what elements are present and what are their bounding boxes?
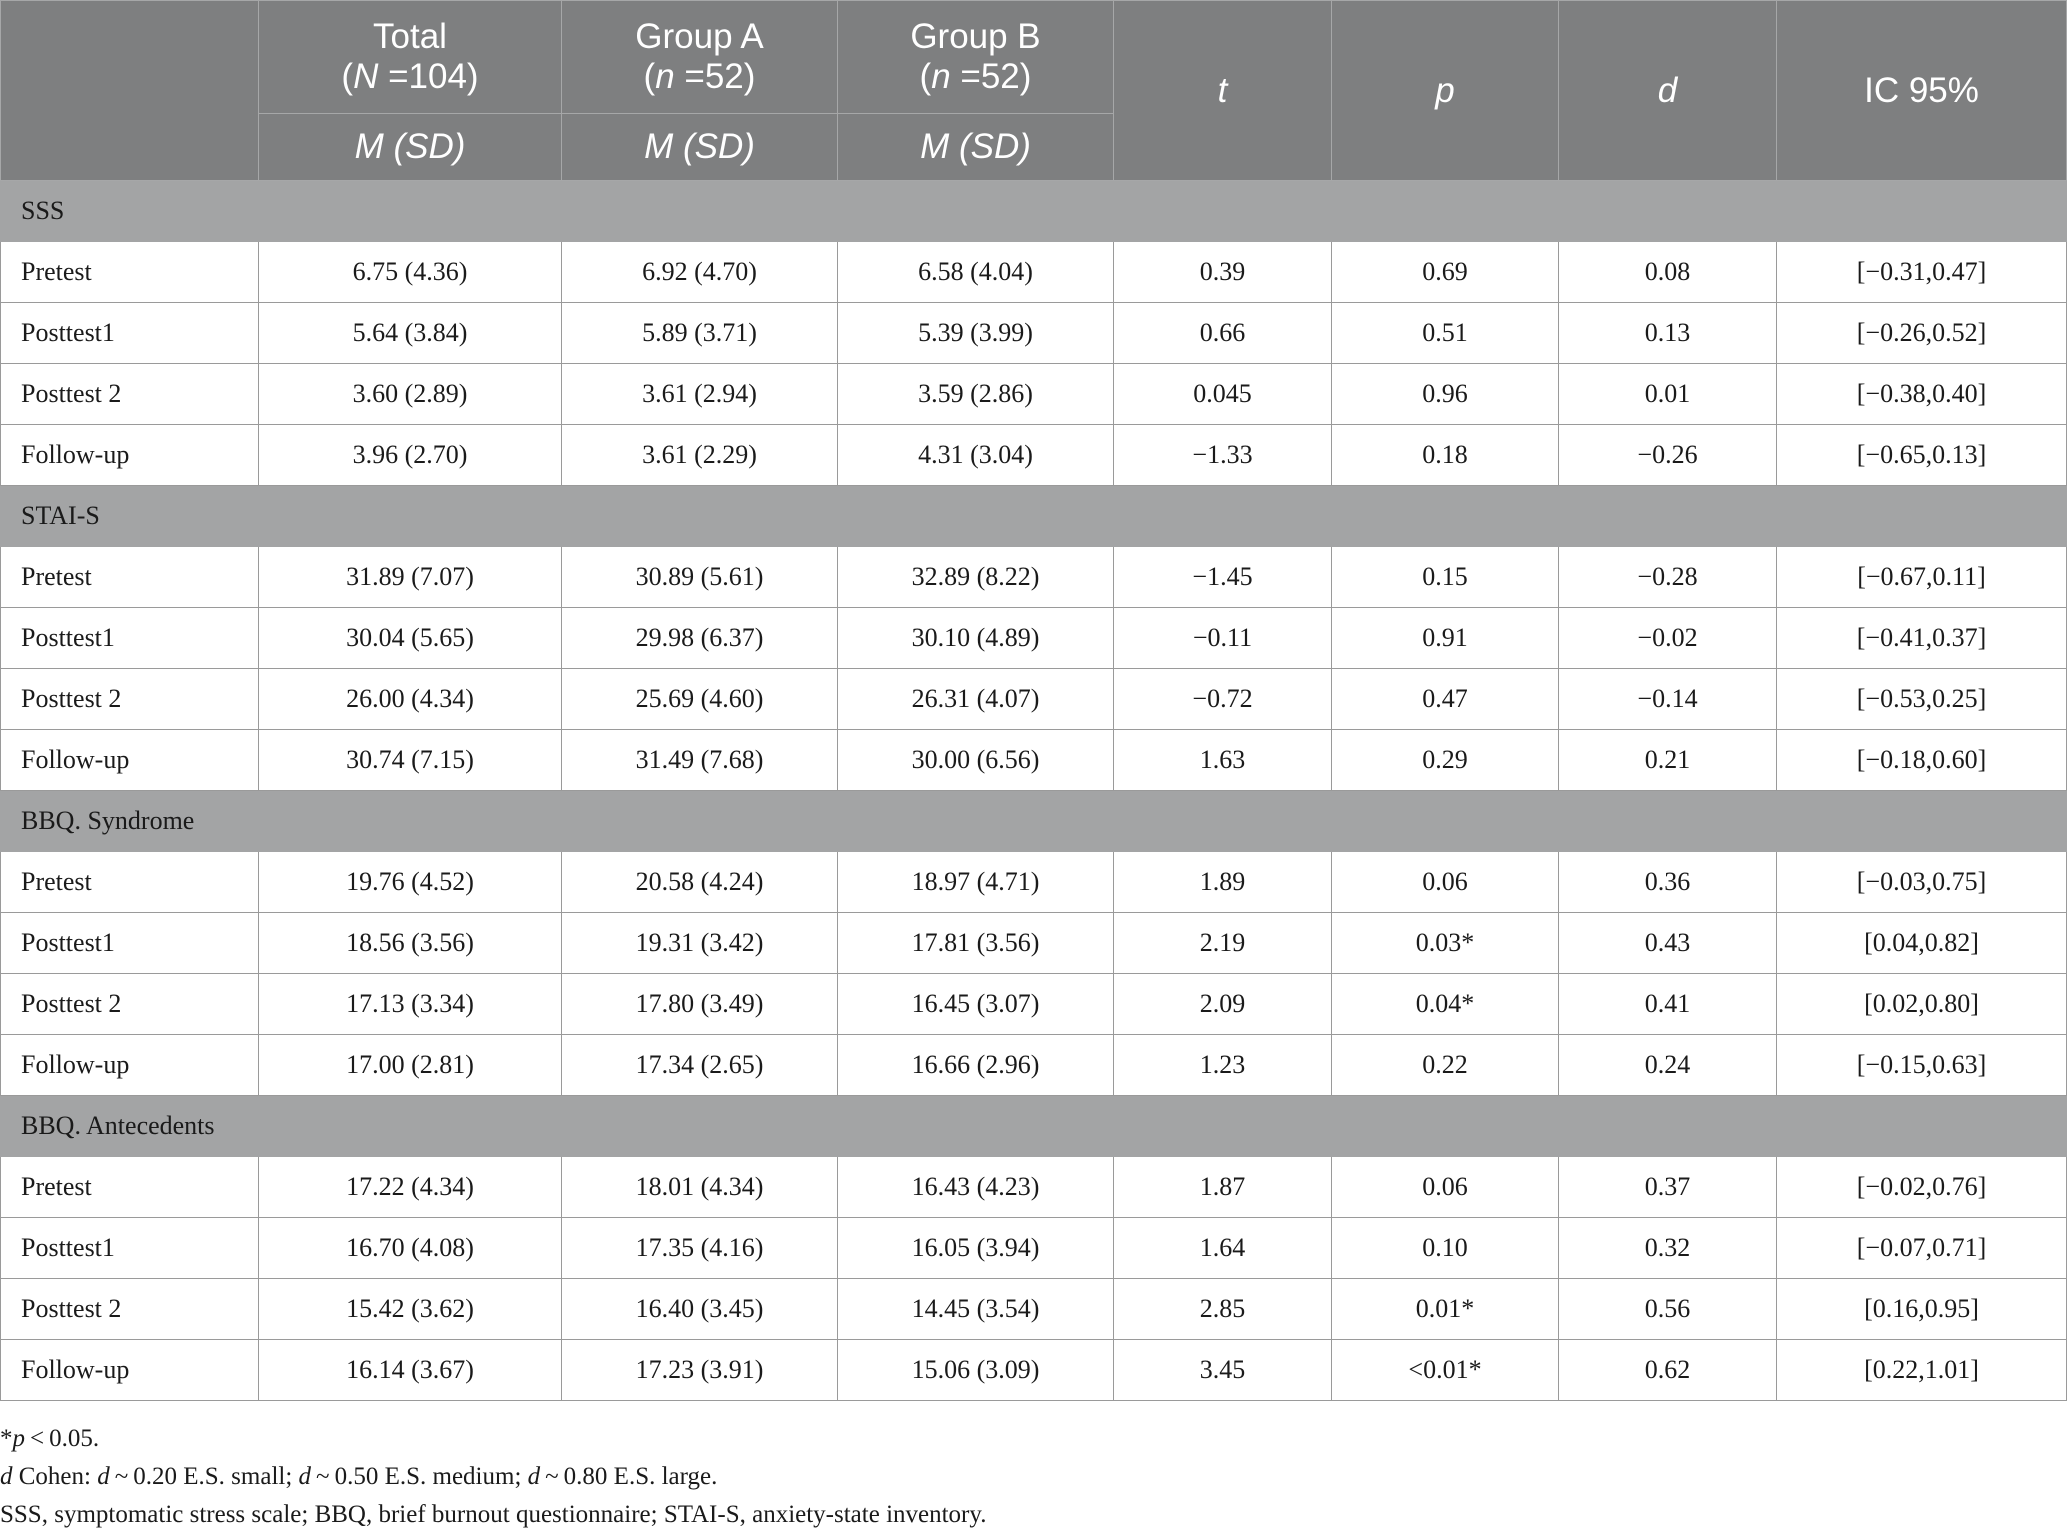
cell-t: 0.045 (1114, 364, 1332, 425)
cell-d: 0.13 (1559, 303, 1777, 364)
header-group-b (838, 1, 1114, 114)
cell-group-b: 3.59 (2.86) (838, 364, 1114, 425)
section-header-row (1, 791, 2067, 852)
note-cohen-d2: d (97, 1463, 110, 1490)
row-label: Follow-up (1, 1340, 259, 1401)
cell-t: 3.45 (1114, 1340, 1332, 1401)
cell-group-a: 30.89 (5.61) (562, 547, 838, 608)
row-label: Pretest (1, 1157, 259, 1218)
cell-p: 0.03* (1332, 913, 1559, 974)
cell-group-a: 29.98 (6.37) (562, 608, 838, 669)
cell-ic: [−0.31,0.47] (1777, 242, 2067, 303)
header-group-b-msd: M (SD) (838, 114, 1114, 181)
row-label: Follow-up (1, 425, 259, 486)
cell-t: 0.39 (1114, 242, 1332, 303)
header-group-a-n: (n =52) (643, 57, 756, 96)
table-row (1, 730, 2067, 791)
cell-total: 17.00 (2.81) (259, 1035, 562, 1096)
cell-group-b: 5.39 (3.99) (838, 303, 1114, 364)
cell-group-b: 16.43 (4.23) (838, 1157, 1114, 1218)
cell-p: 0.69 (1332, 242, 1559, 303)
cell-ic: [−0.18,0.60] (1777, 730, 2067, 791)
header-group-a-name: Group A (635, 17, 764, 56)
cell-t: 2.09 (1114, 974, 1332, 1035)
cell-total: 6.75 (4.36) (259, 242, 562, 303)
cell-p: 0.06 (1332, 852, 1559, 913)
table-body (1, 181, 2067, 1401)
cell-t: −0.11 (1114, 608, 1332, 669)
row-label: Posttest1 (1, 1218, 259, 1279)
note-sig-var: p (12, 1425, 25, 1452)
table-row (1, 608, 2067, 669)
cell-group-a: 5.89 (3.71) (562, 303, 838, 364)
note-sig-star: * (0, 1425, 13, 1452)
cell-total: 30.04 (5.65) (259, 608, 562, 669)
header-group-a-stat: n (655, 57, 675, 96)
cell-group-b: 6.58 (4.04) (838, 242, 1114, 303)
cell-total: 3.96 (2.70) (259, 425, 562, 486)
cell-t: 2.85 (1114, 1279, 1332, 1340)
table-row (1, 1340, 2067, 1401)
cell-ic: [−0.02,0.76] (1777, 1157, 2067, 1218)
table-row (1, 913, 2067, 974)
cell-p: 0.51 (1332, 303, 1559, 364)
cell-t: 1.23 (1114, 1035, 1332, 1096)
cell-p: 0.47 (1332, 669, 1559, 730)
table-row (1, 547, 2067, 608)
cell-p: 0.15 (1332, 547, 1559, 608)
note-cohen-d4: d (527, 1463, 541, 1490)
row-label: Follow-up (1, 730, 259, 791)
cell-group-a: 17.34 (2.65) (562, 1035, 838, 1096)
cell-total: 16.14 (3.67) (259, 1340, 562, 1401)
row-label: Posttest1 (1, 913, 259, 974)
row-label: Posttest 2 (1, 364, 259, 425)
cell-total: 31.89 (7.07) (259, 547, 562, 608)
cell-total: 19.76 (4.52) (259, 852, 562, 913)
cell-t: 2.19 (1114, 913, 1332, 974)
section-title: STAI-S (1, 486, 2067, 547)
cell-group-a: 31.49 (7.68) (562, 730, 838, 791)
note-abbreviations: SSS, symptomatic stress scale; BBQ, brief burnout questionnaire; STAI-S, anxiety-state inventory. (0, 1501, 987, 1528)
cell-ic: [−0.03,0.75] (1777, 852, 2067, 913)
table-row (1, 852, 2067, 913)
cell-p: 0.10 (1332, 1218, 1559, 1279)
note-cohen (0, 1458, 987, 1496)
cell-ic: [−0.53,0.25] (1777, 669, 2067, 730)
row-label: Posttest 2 (1, 974, 259, 1035)
cell-total: 3.60 (2.89) (259, 364, 562, 425)
cell-p: 0.04* (1332, 974, 1559, 1035)
header-group-a-eq: =52 (674, 57, 744, 96)
note-cohen-t2: ~ 0.20 E.S. small; (109, 1463, 299, 1490)
section-header-row (1, 486, 2067, 547)
cell-ic: [−0.07,0.71] (1777, 1218, 2067, 1279)
cell-ic: [0.22,1.01] (1777, 1340, 2067, 1401)
table-row (1, 1279, 2067, 1340)
cell-p: 0.91 (1332, 608, 1559, 669)
row-label: Posttest1 (1, 608, 259, 669)
cell-ic: [−0.15,0.63] (1777, 1035, 2067, 1096)
cell-d: 0.24 (1559, 1035, 1777, 1096)
cell-total: 17.13 (3.34) (259, 974, 562, 1035)
cell-group-b: 16.66 (2.96) (838, 1035, 1114, 1096)
note-significance (0, 1420, 987, 1458)
section-title: BBQ. Syndrome (1, 791, 2067, 852)
cell-total: 30.74 (7.15) (259, 730, 562, 791)
cell-total: 15.42 (3.62) (259, 1279, 562, 1340)
cell-t: −1.45 (1114, 547, 1332, 608)
cell-ic: [−0.65,0.13] (1777, 425, 2067, 486)
row-label: Follow-up (1, 1035, 259, 1096)
table-row (1, 669, 2067, 730)
cell-group-b: 15.06 (3.09) (838, 1340, 1114, 1401)
cell-group-a: 17.23 (3.91) (562, 1340, 838, 1401)
cell-group-a: 3.61 (2.94) (562, 364, 838, 425)
cell-total: 17.22 (4.34) (259, 1157, 562, 1218)
header-group-b-n: (n =52) (919, 57, 1032, 96)
note-sig-rest: < 0.05. (25, 1425, 100, 1452)
cell-ic: [0.04,0.82] (1777, 913, 2067, 974)
cell-group-b: 30.10 (4.89) (838, 608, 1114, 669)
section-header-row (1, 181, 2067, 242)
table-notes (0, 1420, 987, 1534)
header-ic: IC 95% (1777, 1, 2067, 181)
cell-total: 16.70 (4.08) (259, 1218, 562, 1279)
cell-p: 0.22 (1332, 1035, 1559, 1096)
cell-t: −0.72 (1114, 669, 1332, 730)
cell-group-a: 18.01 (4.34) (562, 1157, 838, 1218)
note-cohen-t3: ~ 0.50 E.S. medium; (311, 1463, 528, 1490)
cell-group-b: 30.00 (6.56) (838, 730, 1114, 791)
header-blank-cell (1, 1, 259, 181)
row-label: Posttest 2 (1, 669, 259, 730)
cell-p: 0.29 (1332, 730, 1559, 791)
cell-t: 1.63 (1114, 730, 1332, 791)
cell-t: 1.89 (1114, 852, 1332, 913)
note-cohen-t4: ~ 0.80 E.S. large. (540, 1463, 718, 1490)
cell-d: −0.28 (1559, 547, 1777, 608)
note-cohen-d3: d (298, 1463, 312, 1490)
cell-d: 0.21 (1559, 730, 1777, 791)
cell-d: 0.56 (1559, 1279, 1777, 1340)
cell-p: 0.18 (1332, 425, 1559, 486)
header-total-eq: =104 (378, 57, 467, 96)
cell-ic: [−0.67,0.11] (1777, 547, 2067, 608)
section-header-row (1, 1096, 2067, 1157)
table-row (1, 364, 2067, 425)
table-header (1, 1, 2067, 181)
cell-group-a: 16.40 (3.45) (562, 1279, 838, 1340)
header-p: p (1332, 1, 1559, 181)
header-group-b-name: Group B (910, 17, 1041, 56)
cell-ic: [0.02,0.80] (1777, 974, 2067, 1035)
cell-group-a: 17.80 (3.49) (562, 974, 838, 1035)
cell-group-b: 17.81 (3.56) (838, 913, 1114, 974)
cell-p: <0.01* (1332, 1340, 1559, 1401)
cell-t: 1.87 (1114, 1157, 1332, 1218)
table-row (1, 974, 2067, 1035)
cell-ic: [−0.38,0.40] (1777, 364, 2067, 425)
section-title: SSS (1, 181, 2067, 242)
cell-ic: [−0.26,0.52] (1777, 303, 2067, 364)
cell-t: 1.64 (1114, 1218, 1332, 1279)
cell-p: 0.06 (1332, 1157, 1559, 1218)
note-cohen-t1: Cohen: (12, 1463, 98, 1490)
cell-group-b: 4.31 (3.04) (838, 425, 1114, 486)
cell-group-b: 16.05 (3.94) (838, 1218, 1114, 1279)
cell-total: 26.00 (4.34) (259, 669, 562, 730)
cell-group-a: 6.92 (4.70) (562, 242, 838, 303)
header-row-1 (1, 1, 2067, 114)
header-group-a-msd: M (SD) (562, 114, 838, 181)
header-total-name: Total (373, 17, 447, 56)
cell-d: −0.26 (1559, 425, 1777, 486)
cell-d: 0.01 (1559, 364, 1777, 425)
header-d: d (1559, 1, 1777, 181)
cell-group-b: 26.31 (4.07) (838, 669, 1114, 730)
cell-ic: [−0.41,0.37] (1777, 608, 2067, 669)
table-row (1, 303, 2067, 364)
header-group-b-stat: n (931, 57, 951, 96)
row-label: Pretest (1, 547, 259, 608)
header-t: t (1114, 1, 1332, 181)
cell-d: 0.62 (1559, 1340, 1777, 1401)
table-row (1, 242, 2067, 303)
table-row (1, 425, 2067, 486)
cell-d: −0.02 (1559, 608, 1777, 669)
header-total-stat: N (353, 57, 379, 96)
section-title: BBQ. Antecedents (1, 1096, 2067, 1157)
cell-d: 0.43 (1559, 913, 1777, 974)
cell-group-b: 16.45 (3.07) (838, 974, 1114, 1035)
header-group-a (562, 1, 838, 114)
cell-t: 0.66 (1114, 303, 1332, 364)
cell-group-b: 14.45 (3.54) (838, 1279, 1114, 1340)
cell-t: −1.33 (1114, 425, 1332, 486)
cell-group-a: 19.31 (3.42) (562, 913, 838, 974)
header-group-b-eq: =52 (950, 57, 1020, 96)
header-total (259, 1, 562, 114)
row-label: Pretest (1, 242, 259, 303)
cell-d: 0.32 (1559, 1218, 1777, 1279)
cell-group-b: 32.89 (8.22) (838, 547, 1114, 608)
cell-group-b: 18.97 (4.71) (838, 852, 1114, 913)
cell-p: 0.96 (1332, 364, 1559, 425)
note-cohen-d1: d (0, 1463, 13, 1490)
table-row (1, 1218, 2067, 1279)
table-row (1, 1157, 2067, 1218)
header-total-msd: M (SD) (259, 114, 562, 181)
table-row (1, 1035, 2067, 1096)
cell-ic: [0.16,0.95] (1777, 1279, 2067, 1340)
cell-d: 0.08 (1559, 242, 1777, 303)
cell-group-a: 25.69 (4.60) (562, 669, 838, 730)
row-label: Pretest (1, 852, 259, 913)
cell-d: 0.37 (1559, 1157, 1777, 1218)
cell-group-a: 17.35 (4.16) (562, 1218, 838, 1279)
cell-total: 18.56 (3.56) (259, 913, 562, 974)
row-label: Posttest 2 (1, 1279, 259, 1340)
cell-p: 0.01* (1332, 1279, 1559, 1340)
cell-d: 0.41 (1559, 974, 1777, 1035)
header-total-n: (N =104) (341, 57, 479, 96)
cell-d: −0.14 (1559, 669, 1777, 730)
cell-total: 5.64 (3.84) (259, 303, 562, 364)
cell-d: 0.36 (1559, 852, 1777, 913)
cell-group-a: 3.61 (2.29) (562, 425, 838, 486)
row-label: Posttest1 (1, 303, 259, 364)
cell-group-a: 20.58 (4.24) (562, 852, 838, 913)
